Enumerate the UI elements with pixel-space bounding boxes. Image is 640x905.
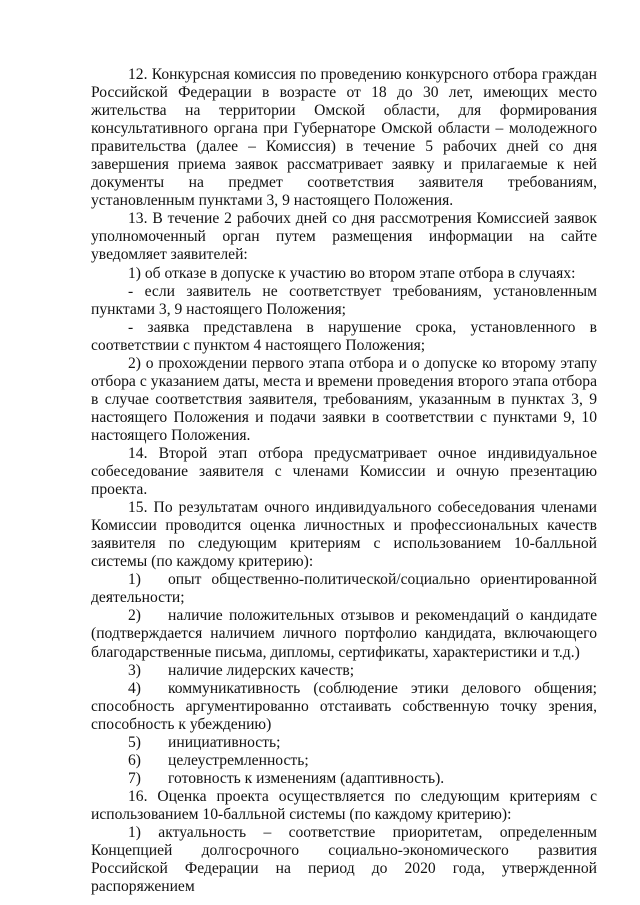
document-body xyxy=(91,66,597,896)
criterion-text: целеустремленность; xyxy=(168,751,309,769)
paragraph-13-item-1-dash-a: - если заявитель не соответствует требованиям, установленным пунктами 3, 9 настоящего Положения; xyxy=(91,282,597,318)
criterion-number: 1) xyxy=(128,571,141,589)
criterion-item xyxy=(91,680,597,734)
criterion-item xyxy=(91,734,597,752)
criterion-item xyxy=(91,662,597,680)
criterion-item xyxy=(91,571,597,607)
paragraph-15: 15. По результатам очного индивидуального собеседования членами Комиссии проводится оценка личностных и профессиональных качеств заявителя по следующим критериям с использованием 10-балльной системы (по каждому критерию): xyxy=(91,499,597,571)
criterion-item xyxy=(91,607,597,661)
criterion-number: 7) xyxy=(128,769,141,787)
paragraph-13-item-1: 1) об отказе в допуске к участию во втором этапе отбора в случаях: xyxy=(128,264,576,282)
criterion-number: 3) xyxy=(128,661,141,679)
criterion-text: коммуникативность (соблюдение этики делового общения; способность аргументированно отстаивать собственную точку зрения, способность к убеждению) xyxy=(91,679,597,733)
paragraph-12: 12. Конкурсная комиссия по проведению конкурсного отбора граждан Российской Федерации в возрасте от 18 до 30 лет, имеющих место жительства на территории Омской области, для формирования консультативного органа при Губернаторе Омской области – молодежного правительства (далее – Комиссия) в течение 5 рабочих дней со дня завершения приема заявок рассматривает заявку и прилагаемые к ней документы на предмет соответствия заявителя требованиям, установленным пунктами 3, 9 настоящего Положения. xyxy=(91,66,597,210)
criterion-number: 5) xyxy=(128,733,141,751)
paragraph-14: 14. Второй этап отбора предусматривает очное индивидуальное собеседование заявителя с членами Комиссии и очную презентацию проекта. xyxy=(91,444,597,499)
criterion-text: готовность к изменениям (адаптивность). xyxy=(168,769,445,787)
criterion-item xyxy=(91,752,597,770)
criterion-number: 2) xyxy=(128,607,141,625)
criterion-text: наличие лидерских качеств; xyxy=(168,661,355,679)
paragraph-13-item-1-dash-b: - заявка представлена в нарушение срока, установленного в соответствии с пунктом 4 настоящего Положения; xyxy=(91,318,597,354)
criterion-text: наличие положительных отзывов и рекомендаций о кандидате (подтверждается наличием личного портфолио кандидата, включающего благодарственные письма, дипломы, сертификаты, характеристики и т.д.) xyxy=(91,607,597,661)
paragraph-13: 13. В течение 2 рабочих дней со дня рассмотрения Комиссией заявок уполномоченный орган путем размещения информации на сайте уведомляет заявителей: xyxy=(91,210,597,264)
paragraph-13-item-2: 2) о прохождении первого этапа отбора и о допуске ко второму этапу отбора с указанием даты, места и времени проведения второго этапа отбора в случае соответствия заявителя, требованиям, указанным в пунктах 3, 9 настоящего Положения и подачи заявки в соответствии с пунктами 9, 10 настоящего Положения. xyxy=(91,354,597,444)
criterion-number: 6) xyxy=(128,751,141,769)
criterion-text: инициативность; xyxy=(168,733,281,751)
paragraph-16-item-1: 1) актуальность – соответствие приоритетам, определенным Концепцией долгосрочного социально-экономического развития Российской Федерации на период до 2020 года, утвержденной распоряжением xyxy=(91,823,597,896)
criterion-number: 4) xyxy=(128,679,141,697)
paragraph-16: 16. Оценка проекта осуществляется по следующим критериям с использованием 10-балльной системы (по каждому критерию): xyxy=(91,787,597,823)
criterion-text: опыт общественно-политической/социально ориентированной деятельности; xyxy=(91,571,597,607)
criterion-item xyxy=(91,770,597,788)
